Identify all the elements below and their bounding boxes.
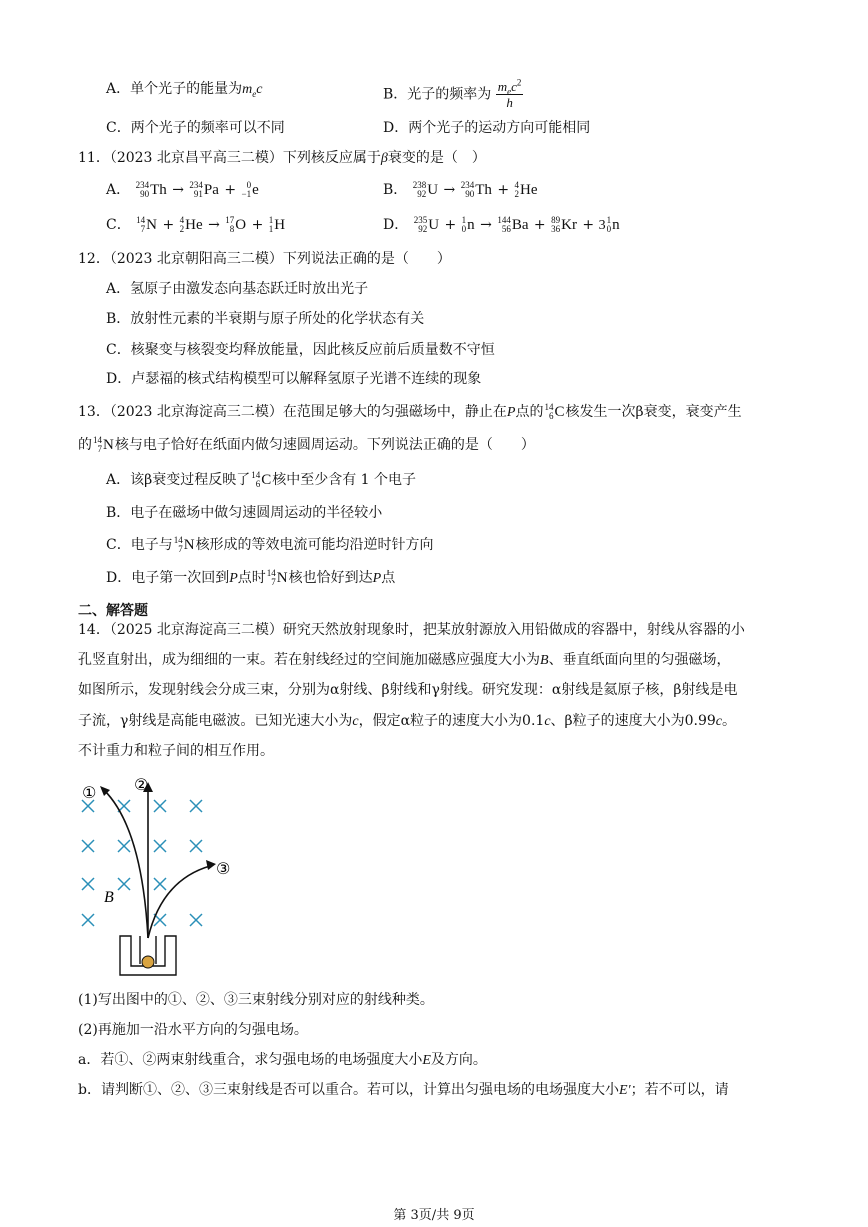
q12-stem: 12．（2023 北京朝阳高三二模）下列说法正确的是（ ） — [78, 251, 451, 267]
field-crosses — [82, 800, 202, 926]
q10-option-c: C．两个光子的频率可以不同 — [106, 120, 285, 136]
q14-line3: 如图所示，发现射线会分成三束，分别为α射线、β射线和γ射线。研究发现：α射线是氦原子核，β射线是电 — [78, 682, 738, 698]
cross-mark — [154, 800, 166, 812]
q11-stem: 11．（2023 北京昌平高三二模）下列核反应属于β衰变的是（ ） — [78, 150, 486, 166]
q14-sub2: (2)再施加一沿水平方向的匀强电场。 — [78, 1022, 308, 1038]
q14-sub2a: a．若①、②两束射线重合，求匀强电场的电场强度大小E及方向。 — [78, 1052, 487, 1068]
q14-sub2b: b．请判断①、②、③三束射线是否可以重合。若可以，计算出匀强电场的电场强度大小E′；若不可以，请 — [78, 1082, 729, 1098]
magnetic-field-figure — [70, 768, 250, 983]
cross-mark — [154, 840, 166, 852]
beam-3-path — [148, 866, 210, 938]
q13-option-c: C．电子与 14 7 N 核形成的等效电流可能均沿逆时针方向 — [106, 535, 434, 554]
q11-option-a: A． 234 90 Th → 234 91 Pa + 0 −1 e — [106, 180, 259, 199]
cross-mark — [82, 878, 94, 890]
q14-line1: 14．（2025 北京海淀高三二模）研究天然放射现象时，把某放射源放入用铅做成的容器中，射线从容器的小 — [78, 622, 745, 638]
q12-option-c: C．核聚变与核裂变均释放能量，因此核反应前后质量数不守恒 — [106, 342, 495, 358]
cross-mark — [118, 840, 130, 852]
q14-sub1: (1)写出图中的①、②、③三束射线分别对应的射线种类。 — [78, 992, 434, 1008]
q13-stem-line2: 的 14 7 N 核与电子恰好在纸面内做匀速圆周运动。下列说法正确的是（ ） — [78, 435, 535, 454]
label-B-field: B — [104, 889, 114, 906]
q14-line4: 子流，γ射线是高能电磁波。已知光速大小为c，假定α粒子的速度大小为0.1c、β粒子的速度大小为0.99c。 — [78, 713, 737, 729]
q11-option-d: D． 235 92 U + 1 0 n → 144 56 Ba + 89 36 Kr + 3 1 0 n — [383, 215, 620, 234]
frequency-fraction: $\frac{m_ec^2}{h}$ — [497, 77, 522, 110]
q12-option-b: B．放射性元素的半衰期与原子所处的化学状态有关 — [106, 311, 425, 327]
q10-option-d: D．两个光子的运动方向可能相同 — [383, 120, 591, 136]
cross-mark — [190, 800, 202, 812]
label-beam-1: ① — [82, 783, 97, 802]
q10-option-a: A．单个光子的能量为$m_ec$ — [106, 81, 263, 99]
q11-option-b: B． 238 92 U → 234 90 Th + 4 2 He — [383, 180, 538, 199]
beam-1-path — [104, 790, 148, 938]
label-beam-2: ② — [134, 775, 149, 794]
label-beam-3: ③ — [216, 859, 231, 878]
cross-mark — [190, 840, 202, 852]
q13-stem-line1: 13．（2023 北京海淀高三二模）在范围足够大的匀强磁场中，静止在P点的 14 6 C 核发生一次β衰变，衰变产生 — [78, 402, 742, 421]
q14-line5: 不计重力和粒子间的相互作用。 — [78, 743, 274, 759]
q14-line2: 孔竖直射出，成为细细的一束。若在射线经过的空间施加磁感应强度大小为B、垂直纸面向里的匀强磁场， — [78, 652, 731, 668]
page-footer: 第 3页/共 9页 — [393, 1208, 475, 1223]
arrow-head-3 — [206, 860, 216, 870]
q10-option-b: B．光子的频率为 $\frac{m_ec^2}{h}$ — [383, 77, 522, 110]
q12-option-d: D．卢瑟福的核式结构模型可以解释氢原子光谱不连续的现象 — [106, 371, 482, 387]
q11-option-c: C． 14 7 N + 4 2 He → 17 8 O + 1 1 H — [106, 215, 286, 234]
radioactive-source — [142, 956, 154, 968]
q13-option-b: B．电子在磁场中做匀速圆周运动的半径较小 — [106, 505, 383, 521]
cross-mark — [154, 878, 166, 890]
cross-mark — [82, 914, 94, 926]
q12-option-a: A．氢原子由激发态向基态跃迁时放出光子 — [106, 281, 369, 297]
q13-option-a: A．该β衰变过程反映了 14 6 C 核中至少含有 1 个电子 — [106, 470, 417, 489]
cross-mark — [190, 914, 202, 926]
cross-mark — [118, 878, 130, 890]
cross-mark — [82, 840, 94, 852]
section-heading: 二、解答题 — [78, 603, 148, 619]
q13-option-d: D．电子第一次回到P点时 14 7 N 核也恰好到达P点 — [106, 568, 396, 587]
